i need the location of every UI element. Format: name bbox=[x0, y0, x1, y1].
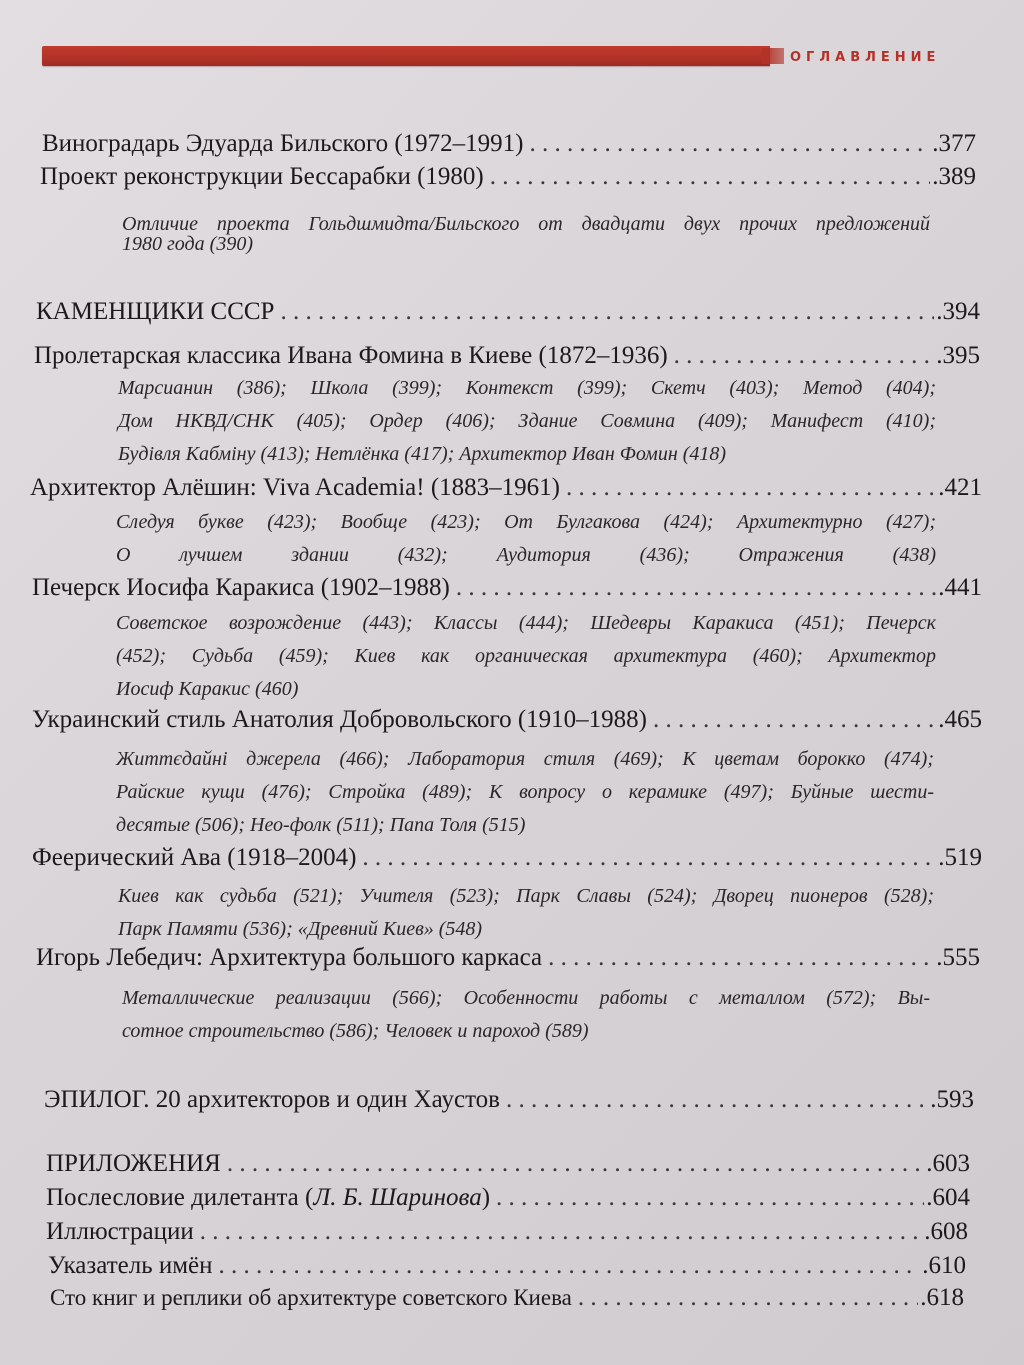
toc-subtopic-line: Райские кущи (476); Стройка (489); К вопросу о керамике (497); Буйные шести- bbox=[116, 781, 934, 803]
toc-subtopics bbox=[122, 228, 930, 261]
toc-entry-title bbox=[46, 1184, 490, 1212]
toc-entry-page: .389 bbox=[932, 163, 976, 190]
toc-entry-title-tail: ) bbox=[481, 1184, 491, 1211]
toc-entry bbox=[32, 706, 982, 734]
toc-subtopic-line: Следуя букве (423); Вообще (423); От Булгакова (424); Архитектурно (427); bbox=[116, 511, 936, 533]
toc-section-title: ПРИЛОЖЕНИЯ bbox=[46, 1150, 221, 1177]
toc-section bbox=[46, 1150, 970, 1178]
toc-subtopics bbox=[118, 372, 936, 471]
toc-entry bbox=[46, 1184, 970, 1212]
toc-entry bbox=[34, 342, 980, 370]
toc-entry bbox=[32, 844, 982, 872]
toc-section-title: КАМЕНЩИКИ СССР bbox=[36, 298, 275, 325]
toc-entry-page: .519 bbox=[938, 844, 982, 871]
toc-entry-page: .377 bbox=[932, 130, 976, 157]
toc-subtopic-line: Парк Памяти (536); «Древний Киев» (548) bbox=[118, 918, 483, 940]
toc-entry bbox=[42, 130, 976, 158]
toc-leader-dots bbox=[490, 163, 931, 191]
toc-entry-title: Украинский стиль Анатолия Добровольского (1910–1988) bbox=[32, 706, 647, 733]
toc-leader-dots bbox=[548, 944, 934, 972]
toc-leader-dots bbox=[227, 1150, 924, 1178]
toc-leader-dots bbox=[219, 1252, 921, 1280]
toc-leader-dots bbox=[578, 1284, 918, 1312]
header-title: ОГЛАВЛЕНИЕ bbox=[790, 50, 941, 65]
toc-subtopic-line: Иосиф Каракис (460) bbox=[116, 678, 299, 700]
toc-subtopics bbox=[116, 743, 934, 842]
toc-section bbox=[44, 1086, 974, 1114]
toc-subtopics bbox=[118, 880, 934, 946]
toc-entry bbox=[50, 1284, 964, 1312]
toc-subtopic-line: сотное строительство (586); Человек и пароход (589) bbox=[122, 1020, 589, 1042]
toc-leader-dots bbox=[200, 1218, 923, 1246]
toc-subtopics bbox=[116, 506, 936, 572]
toc-subtopic-line: Советское возрождение (443); Классы (444); Шедевры Каракиса (451); Печерск bbox=[116, 612, 936, 634]
toc-section bbox=[36, 298, 980, 326]
toc-entry-title: Архитектор Алёшин: Viva Academia! (1883–1961) bbox=[30, 474, 560, 501]
toc-entry-title: Иллюстрации bbox=[46, 1218, 194, 1245]
toc-section-page: .603 bbox=[926, 1150, 970, 1177]
toc-subtopic-line: Отличие проекта Гольдшмидта/Бильского от двадцати двух прочих предложений bbox=[122, 213, 930, 235]
toc-entry-page: .608 bbox=[924, 1218, 968, 1245]
toc-subtopic-line: Дом НКВД/СНК (405); Ордер (406); Здание Совмина (409); Манифест (410); bbox=[118, 410, 936, 432]
toc-subtopic-line: Марсианин (386); Школа (399); Контекст (399); Скетч (403); Метод (404); bbox=[118, 377, 936, 399]
toc-subtopic-line: десятые (506); Нео-фолк (511); Папа Толя (515) bbox=[116, 814, 526, 836]
toc-section-page: .394 bbox=[936, 298, 980, 325]
toc-leader-dots bbox=[362, 844, 936, 872]
toc-subtopics bbox=[122, 982, 930, 1048]
toc-entry-page: .555 bbox=[936, 944, 980, 971]
toc-entry-title: Виноградарь Эдуарда Бильского (1972–1991) bbox=[42, 130, 524, 157]
toc-entry bbox=[30, 474, 982, 502]
toc-leader-dots bbox=[529, 130, 930, 158]
toc-leader-dots bbox=[496, 1184, 924, 1212]
toc-entry bbox=[48, 1252, 966, 1280]
toc-leader-dots bbox=[674, 342, 935, 370]
toc-subtopic-line: Металлические реализации (566); Особенности работы с металлом (572); Вы- bbox=[122, 987, 930, 1009]
toc-entry-title: Проект реконструкции Бессарабки (1980) bbox=[40, 163, 484, 190]
toc-leader-dots bbox=[280, 298, 934, 326]
toc-leader-dots bbox=[456, 574, 936, 602]
toc-subtopic-line: Життєдайні джерела (466); Лаборатория стиля (469); К цветам борокко (474); bbox=[116, 748, 934, 770]
toc-entry bbox=[46, 1218, 968, 1246]
toc-entry-page: .395 bbox=[936, 342, 980, 369]
toc-entry bbox=[32, 574, 982, 602]
toc-leader-dots bbox=[566, 474, 936, 502]
toc-entry-title-text: Послесловие дилетанта ( bbox=[46, 1184, 314, 1211]
header-red-bar-fade bbox=[762, 48, 784, 64]
toc-entry-page: .421 bbox=[938, 474, 982, 501]
toc-subtopic-line: (452); Судьба (459); Киев как органическая архитектура (460); Архитектор bbox=[116, 645, 936, 667]
toc-entry-page: .441 bbox=[938, 574, 982, 601]
toc-entry bbox=[40, 163, 976, 191]
toc-entry-title: Указатель имён bbox=[48, 1252, 213, 1279]
toc-subtopic-line: Киев как судьба (521); Учителя (523); Парк Славы (524); Дворец пионеров (528); bbox=[118, 885, 934, 907]
toc-entry-title: Печерск Иосифа Каракиса (1902–1988) bbox=[32, 574, 450, 601]
header-red-bar bbox=[42, 46, 770, 66]
toc-subtopic-line: О лучшем здании (432); Аудитория (436); Отражения (438) bbox=[116, 544, 936, 566]
toc-entry-title-author: Л. Б. Шаринова bbox=[313, 1184, 482, 1211]
toc-entry-page: .465 bbox=[938, 706, 982, 733]
toc-subtopic-line: Будівля Кабміну (413); Нетлёнка (417); Архитектор Иван Фомин (418) bbox=[118, 443, 727, 465]
toc-leader-dots bbox=[653, 706, 936, 734]
toc-entry-title: Игорь Лебедич: Архитектура большого каркаса bbox=[36, 944, 543, 971]
toc-subtopic-line: 1980 года (390) bbox=[122, 233, 253, 255]
toc-leader-dots bbox=[506, 1086, 928, 1114]
toc-subtopics bbox=[116, 607, 936, 706]
toc-entry-page: .610 bbox=[922, 1252, 966, 1279]
toc-entry-title: Феерический Ава (1918–2004) bbox=[32, 844, 357, 871]
toc-entry-title: Пролетарская классика Ивана Фомина в Киеве (1872–1936) bbox=[34, 342, 668, 369]
toc-entry-page: .618 bbox=[920, 1284, 964, 1311]
toc-section-title: ЭПИЛОГ. 20 архитекторов и один Хаустов bbox=[44, 1086, 500, 1113]
toc-entry-title: Сто книг и реплики об архитектуре советского Киева bbox=[50, 1285, 572, 1310]
toc-entry-page: .604 bbox=[926, 1184, 970, 1211]
toc-section-page: .593 bbox=[930, 1086, 974, 1113]
toc-entry bbox=[36, 944, 980, 972]
